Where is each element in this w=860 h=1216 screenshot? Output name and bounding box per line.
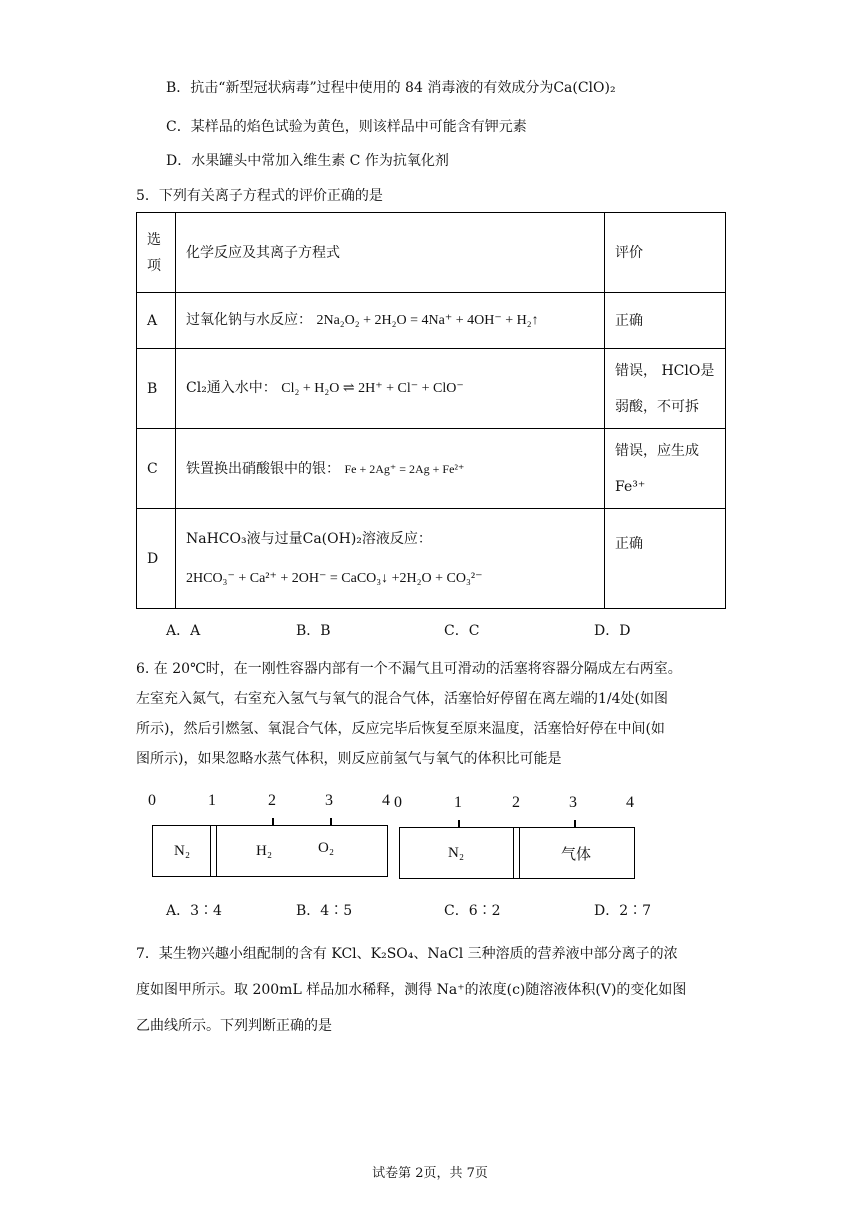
reaction-text: Cl₂通入水中： (186, 380, 277, 396)
tick-label: 2 (268, 792, 276, 809)
reaction-text: 过氧化钠与水反应： (186, 312, 312, 328)
q7-line-2: 度如图甲所示。取 200mL 样品加水稀释，测得 Na⁺的浓度(c)随溶液体积(V)的变化如图 (136, 982, 687, 998)
header-option: 选项 (137, 213, 176, 293)
q4-option-b: B．抗击“新型冠状病毒”过程中使用的 84 消毒液的有效成分为Ca(ClO)₂ (166, 80, 616, 96)
reaction-equation: Cl₂ + H₂O ⇌ 2H⁺ + Cl⁻ + ClO⁻ (281, 381, 464, 396)
table-row (137, 429, 726, 509)
tick-label: 2 (512, 794, 520, 811)
n2-label: N₂ (174, 843, 191, 859)
tick-mark (574, 820, 576, 828)
piston (513, 827, 520, 878)
row-reaction (176, 349, 605, 429)
tick-mark (330, 818, 332, 826)
reaction-equation: 2Na₂O₂ + 2H₂O = 4Na⁺ + 4OH⁻ + H₂↑ (316, 313, 539, 328)
tick-label: 4 (382, 792, 390, 809)
piston (210, 825, 217, 876)
n2-label: N₂ (448, 845, 465, 861)
q5-answer-d: D．D (594, 623, 631, 639)
row-label: C (137, 429, 176, 509)
reaction-equation: 2HCO₃⁻ + Ca²⁺ + 2OH⁻ = CaCO₃↓ +2H₂O + CO₃²⁻ (186, 570, 483, 586)
header-reaction: 化学反应及其离子方程式 (176, 213, 605, 293)
tick-label: 3 (569, 794, 577, 811)
q6-answer-b: B．4∶5 (296, 903, 353, 919)
row-evaluation: 错误， HClO是弱酸，不可拆 (605, 349, 726, 429)
tick-mark (272, 818, 274, 826)
tick-label: 1 (208, 792, 216, 809)
row-evaluation: 错误，应生成Fe³⁺ (605, 429, 726, 509)
table-header-row (137, 213, 726, 293)
q5-answer-c: C．C (444, 623, 480, 639)
q4-option-c: C．某样品的焰色试验为黄色，则该样品中可能含有钾元素 (166, 119, 527, 135)
row-label: D (137, 509, 176, 609)
tick-mark (458, 820, 460, 828)
gas-label: 气体 (561, 847, 592, 863)
table-row (137, 509, 726, 609)
row-reaction (176, 293, 605, 349)
table-row (137, 349, 726, 429)
q6-answer-a: A．3∶4 (166, 903, 222, 919)
row-evaluation: 正确 (605, 293, 726, 349)
h2-label: H₂ (256, 843, 273, 859)
reaction-text: 铁置换出硝酸银中的银： (186, 460, 340, 477)
tick-label: 0 (148, 792, 156, 809)
q5-answer-b: B．B (296, 623, 331, 639)
tick-label: 3 (325, 792, 333, 809)
q6-line-2: 左室充入氮气，右室充入氢气与氧气的混合气体，活塞恰好停留在离左端的1/4处(如图 (136, 691, 668, 707)
q6-line-4: 图所示)，如果忽略水蒸气体积，则反应前氢气与氧气的体积比可能是 (136, 751, 562, 767)
row-evaluation: 正确 (605, 509, 726, 609)
o2-label: O₂ (318, 840, 335, 856)
ion-equation-table (136, 212, 726, 609)
tick-label: 1 (454, 794, 462, 811)
row-reaction (176, 429, 605, 509)
q6-line-3: 所示)，然后引燃氢、氧混合气体，反应完毕后恢复至原来温度，活塞恰好停在中间(如 (136, 721, 665, 737)
q7-line-1: 7．某生物兴趣小组配制的含有 KCl、K₂SO₄、NaCl 三种溶质的营养液中部分离子的浓 (136, 946, 678, 962)
header-evaluation: 评价 (605, 213, 726, 293)
page-footer: 试卷第 2页，共 7页 (372, 1166, 488, 1181)
q4-option-d: D．水果罐头中常加入维生素 C 作为抗氧化剂 (166, 153, 449, 169)
q6-answer-d: D．2∶7 (594, 903, 652, 919)
q6-answer-c: C．6∶2 (444, 903, 501, 919)
row-label: A (137, 293, 176, 349)
row-reaction (176, 509, 605, 609)
q7-line-3: 乙曲线所示。下列判断正确的是 (136, 1018, 332, 1034)
q6-line-1: 6. 在 20℃时，在一刚性容器内部有一个不漏气且可滑动的活塞将容器分隔成左右两室。 (136, 661, 682, 677)
q5-answer-a: A．A (166, 623, 201, 639)
reaction-text: NaHCO₃液与过量Ca(OH)₂溶液反应： (186, 530, 432, 547)
row-label: B (137, 349, 176, 429)
tick-label: 4 (626, 794, 634, 811)
q5-stem: 5．下列有关离子方程式的评价正确的是 (136, 188, 383, 204)
reaction-equation: Fe + 2Ag⁺ = 2Ag + Fe²⁺ (344, 461, 465, 476)
tick-label: 0 (394, 794, 402, 811)
table-row (137, 293, 726, 349)
